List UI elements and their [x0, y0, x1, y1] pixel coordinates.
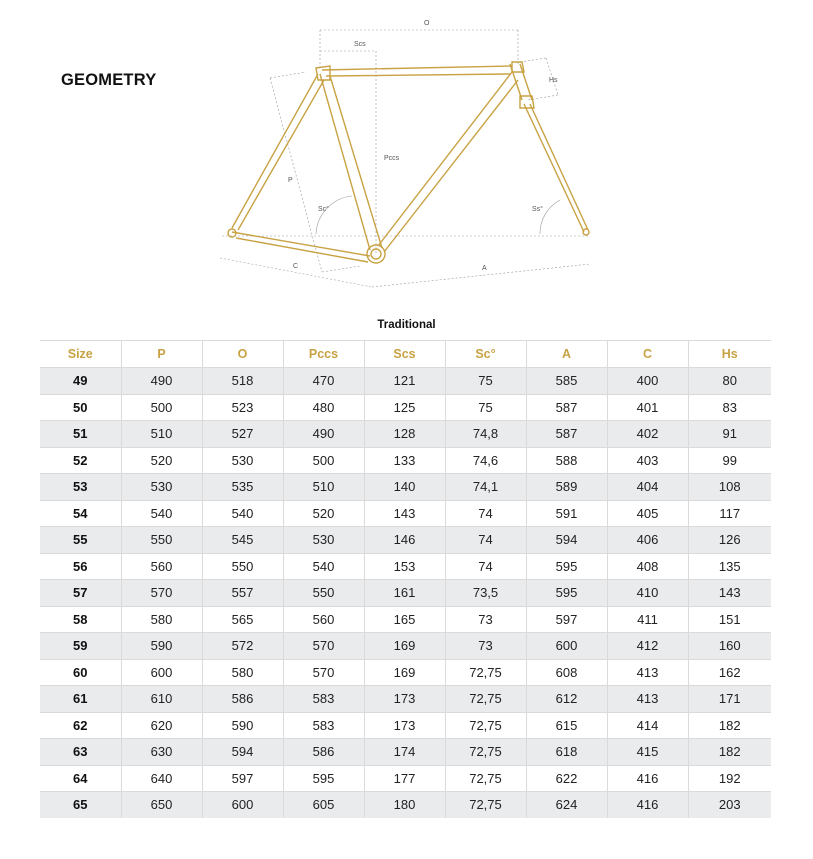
- size-cell: 61: [40, 686, 121, 713]
- table-cell: 490: [121, 368, 202, 395]
- table-cell: 630: [121, 739, 202, 766]
- table-cell: 480: [283, 394, 364, 421]
- geometry-table: [40, 340, 771, 818]
- table-cell: 615: [526, 712, 607, 739]
- table-header-row: [40, 341, 771, 368]
- table-cell: 527: [202, 421, 283, 448]
- table-cell: 180: [364, 792, 445, 818]
- table-cell: 597: [202, 765, 283, 792]
- table-cell: 570: [121, 580, 202, 607]
- table-cell: 83: [688, 394, 771, 421]
- table-cell: 587: [526, 421, 607, 448]
- table-cell: 540: [121, 500, 202, 527]
- table-cell: 140: [364, 474, 445, 501]
- table-cell: 108: [688, 474, 771, 501]
- column-header: P: [121, 341, 202, 368]
- column-header: Sc°: [445, 341, 526, 368]
- table-row: [40, 368, 771, 395]
- table-cell: 490: [283, 421, 364, 448]
- table-cell: 173: [364, 712, 445, 739]
- table-cell: 595: [283, 765, 364, 792]
- table-cell: 500: [121, 394, 202, 421]
- column-header: Size: [40, 341, 121, 368]
- table-cell: 586: [283, 739, 364, 766]
- table-cell: 594: [202, 739, 283, 766]
- table-cell: 500: [283, 447, 364, 474]
- table-cell: 589: [526, 474, 607, 501]
- table-cell: 153: [364, 553, 445, 580]
- table-cell: 408: [607, 553, 688, 580]
- size-cell: 55: [40, 527, 121, 554]
- table-cell: 620: [121, 712, 202, 739]
- table-cell: 588: [526, 447, 607, 474]
- table-row: [40, 447, 771, 474]
- table-cell: 608: [526, 659, 607, 686]
- size-cell: 62: [40, 712, 121, 739]
- table-row: [40, 527, 771, 554]
- table-row: [40, 580, 771, 607]
- size-cell: 65: [40, 792, 121, 818]
- table-cell: 74,6: [445, 447, 526, 474]
- table-cell: 121: [364, 368, 445, 395]
- table-cell: 640: [121, 765, 202, 792]
- table-cell: 413: [607, 659, 688, 686]
- table-cell: 173: [364, 686, 445, 713]
- size-cell: 58: [40, 606, 121, 633]
- table-cell: 143: [688, 580, 771, 607]
- table-title: Traditional: [377, 319, 436, 331]
- table-row: [40, 712, 771, 739]
- table-cell: 605: [283, 792, 364, 818]
- table-cell: 650: [121, 792, 202, 818]
- table-row: [40, 659, 771, 686]
- table-cell: 540: [202, 500, 283, 527]
- size-cell: 63: [40, 739, 121, 766]
- table-cell: 411: [607, 606, 688, 633]
- table-cell: 583: [283, 712, 364, 739]
- label-c: C: [293, 263, 299, 270]
- table-cell: 74,1: [445, 474, 526, 501]
- table-cell: 146: [364, 527, 445, 554]
- table-cell: 72,75: [445, 659, 526, 686]
- table-cell: 117: [688, 500, 771, 527]
- table-cell: 580: [202, 659, 283, 686]
- frame-geometry-diagram: [0, 0, 813, 300]
- size-cell: 60: [40, 659, 121, 686]
- table-cell: 595: [526, 580, 607, 607]
- table-cell: 165: [364, 606, 445, 633]
- table-cell: 75: [445, 394, 526, 421]
- table-cell: 530: [121, 474, 202, 501]
- size-cell: 52: [40, 447, 121, 474]
- table-cell: 586: [202, 686, 283, 713]
- table-cell: 624: [526, 792, 607, 818]
- table-cell: 412: [607, 633, 688, 660]
- size-cell: 49: [40, 368, 121, 395]
- table-cell: 74: [445, 527, 526, 554]
- table-cell: 143: [364, 500, 445, 527]
- label-hs: Hs: [549, 77, 558, 84]
- table-cell: 600: [526, 633, 607, 660]
- table-cell: 161: [364, 580, 445, 607]
- table-cell: 518: [202, 368, 283, 395]
- table-cell: 182: [688, 712, 771, 739]
- table-cell: 160: [688, 633, 771, 660]
- table-row: [40, 633, 771, 660]
- bike-frame: [228, 62, 589, 263]
- table-cell: 74: [445, 500, 526, 527]
- column-header: A: [526, 341, 607, 368]
- table-cell: 570: [283, 633, 364, 660]
- table-cell: 182: [688, 739, 771, 766]
- table-cell: 75: [445, 368, 526, 395]
- table-cell: 565: [202, 606, 283, 633]
- table-cell: 585: [526, 368, 607, 395]
- table-cell: 416: [607, 792, 688, 818]
- table-cell: 540: [283, 553, 364, 580]
- table-cell: 406: [607, 527, 688, 554]
- table-cell: 535: [202, 474, 283, 501]
- size-cell: 51: [40, 421, 121, 448]
- table-row: [40, 686, 771, 713]
- column-header: C: [607, 341, 688, 368]
- table-row: [40, 553, 771, 580]
- table-cell: 612: [526, 686, 607, 713]
- table-cell: 530: [202, 447, 283, 474]
- table-cell: 125: [364, 394, 445, 421]
- table-cell: 135: [688, 553, 771, 580]
- table-cell: 73: [445, 633, 526, 660]
- table-cell: 610: [121, 686, 202, 713]
- size-cell: 56: [40, 553, 121, 580]
- table-cell: 174: [364, 739, 445, 766]
- table-cell: 162: [688, 659, 771, 686]
- table-cell: 177: [364, 765, 445, 792]
- table-cell: 72,75: [445, 712, 526, 739]
- size-cell: 59: [40, 633, 121, 660]
- table-cell: 570: [283, 659, 364, 686]
- table-cell: 470: [283, 368, 364, 395]
- table-cell: 74: [445, 553, 526, 580]
- label-a: A: [482, 265, 487, 272]
- table-cell: 560: [283, 606, 364, 633]
- table-cell: 520: [283, 500, 364, 527]
- size-cell: 53: [40, 474, 121, 501]
- table-cell: 203: [688, 792, 771, 818]
- table-cell: 618: [526, 739, 607, 766]
- table-row: [40, 765, 771, 792]
- table-row: [40, 739, 771, 766]
- table-row: [40, 474, 771, 501]
- table-cell: 413: [607, 686, 688, 713]
- table-cell: 590: [121, 633, 202, 660]
- table-cell: 410: [607, 580, 688, 607]
- table-cell: 594: [526, 527, 607, 554]
- table-cell: 520: [121, 447, 202, 474]
- table-cell: 510: [283, 474, 364, 501]
- table-cell: 151: [688, 606, 771, 633]
- table-cell: 401: [607, 394, 688, 421]
- table-cell: 600: [121, 659, 202, 686]
- table-cell: 72,75: [445, 739, 526, 766]
- table-cell: 402: [607, 421, 688, 448]
- table-cell: 510: [121, 421, 202, 448]
- label-scs: Scs: [354, 41, 366, 48]
- table-row: [40, 394, 771, 421]
- table-cell: 73,5: [445, 580, 526, 607]
- table-cell: 523: [202, 394, 283, 421]
- angle-arcs: [316, 196, 560, 234]
- table-cell: 595: [526, 553, 607, 580]
- table-row: [40, 606, 771, 633]
- table-cell: 591: [526, 500, 607, 527]
- column-header: Scs: [364, 341, 445, 368]
- table-cell: 192: [688, 765, 771, 792]
- column-header: Hs: [688, 341, 771, 368]
- table-cell: 73: [445, 606, 526, 633]
- table-cell: 171: [688, 686, 771, 713]
- table-cell: 80: [688, 368, 771, 395]
- table-cell: 550: [283, 580, 364, 607]
- table-cell: 169: [364, 633, 445, 660]
- table-cell: 400: [607, 368, 688, 395]
- table-cell: 622: [526, 765, 607, 792]
- label-o: O: [424, 20, 430, 27]
- table-cell: 583: [283, 686, 364, 713]
- table-cell: 545: [202, 527, 283, 554]
- size-cell: 50: [40, 394, 121, 421]
- table-cell: 91: [688, 421, 771, 448]
- table-cell: 557: [202, 580, 283, 607]
- table-row: [40, 500, 771, 527]
- table-cell: 126: [688, 527, 771, 554]
- table-row: [40, 792, 771, 818]
- table-cell: 128: [364, 421, 445, 448]
- table-cell: 403: [607, 447, 688, 474]
- size-cell: 57: [40, 580, 121, 607]
- table-cell: 600: [202, 792, 283, 818]
- table-cell: 415: [607, 739, 688, 766]
- table-cell: 550: [121, 527, 202, 554]
- table-body: [40, 368, 771, 818]
- column-header: O: [202, 341, 283, 368]
- table-cell: 133: [364, 447, 445, 474]
- size-cell: 54: [40, 500, 121, 527]
- table-cell: 405: [607, 500, 688, 527]
- table-row: [40, 421, 771, 448]
- label-ss: Ss°: [532, 206, 543, 213]
- column-header: Pccs: [283, 341, 364, 368]
- table-cell: 590: [202, 712, 283, 739]
- table-cell: 72,75: [445, 686, 526, 713]
- label-pccs: Pccs: [384, 155, 400, 162]
- table-cell: 416: [607, 765, 688, 792]
- table-cell: 72,75: [445, 765, 526, 792]
- table-cell: 580: [121, 606, 202, 633]
- table-cell: 572: [202, 633, 283, 660]
- page-title: GEOMETRY: [61, 71, 157, 89]
- table-cell: 597: [526, 606, 607, 633]
- table-cell: 169: [364, 659, 445, 686]
- table-cell: 99: [688, 447, 771, 474]
- table-cell: 560: [121, 553, 202, 580]
- table-cell: 530: [283, 527, 364, 554]
- table-cell: 550: [202, 553, 283, 580]
- table-cell: 72,75: [445, 792, 526, 818]
- size-cell: 64: [40, 765, 121, 792]
- table-cell: 414: [607, 712, 688, 739]
- label-p: P: [288, 177, 293, 184]
- table-cell: 587: [526, 394, 607, 421]
- label-sc: Sc°: [318, 206, 329, 213]
- table-cell: 404: [607, 474, 688, 501]
- table-cell: 74,8: [445, 421, 526, 448]
